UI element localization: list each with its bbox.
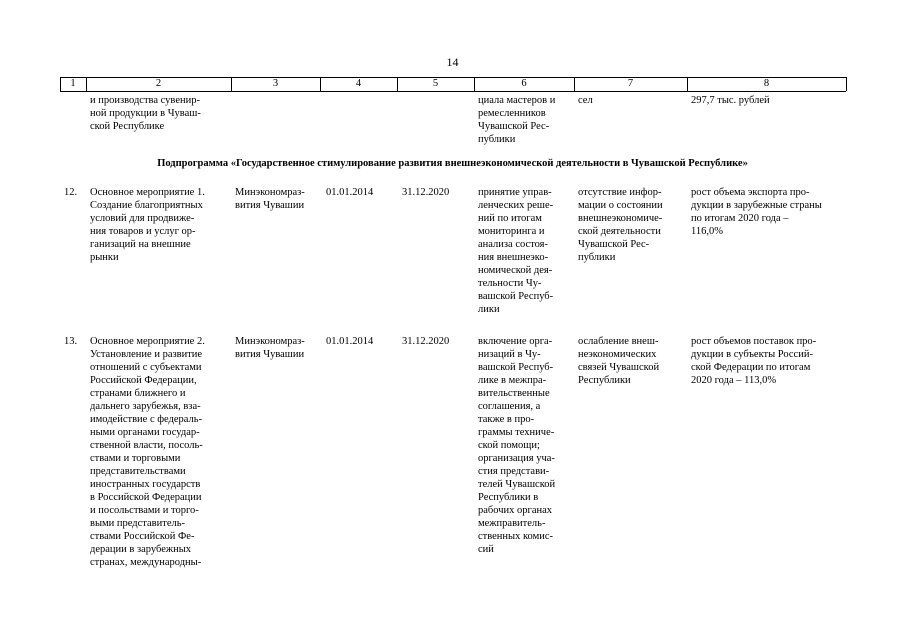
row-result: включение орга- низаций в Чу- вашской Респуб- лике в межпра- вительственные соглашения, а также в про- граммы техниче- ской помощи; организация уча- стия представи- телей Чувашской Республики в рабочих органах межправитель- ственных комис- сий: [478, 336, 556, 555]
row-result: принятие управ- ленческих реше- ний по итогам мониторинга и анализа состоя- ния внешнеэко- номической дея- тельности Чу- вашской Респуб- лики: [478, 187, 554, 315]
column-number: 5: [432, 78, 439, 89]
row-event: Основное мероприятие 1. Создание благоприятных условий для продвиже- ния товаров и услуг ор- ганизаций на внешние рынки: [90, 187, 205, 263]
subprogram-title: Подпрограмма «Государственное стимулирование развития внешнеэкономической деятельности в Чувашской Республике»: [157, 158, 748, 169]
row-start-date: 01.01.2014: [326, 187, 374, 198]
row-executor: Минэкономраз- вития Чувашии: [235, 336, 305, 360]
row-executor: Минэкономраз- вития Чувашии: [235, 187, 305, 211]
row-end-date: 31.12.2020: [402, 187, 450, 198]
row-end-date: 31.12.2020: [402, 336, 450, 347]
row-event: Основное мероприятие 2. Установление и развитие отношений с субъектами Российской Федерации, странами ближнего и дальнего зарубежья, вза- имодействие с федераль- ными органами государ- ственной власти, посоль- ствами и торговыми представительствами иностранных государств в Российской Федерации и посольствами и торго- выми представитель- ствами Российской Фе- дерации в зарубежных странах, международны-: [90, 336, 205, 568]
row-consequence: отсутствие инфор- мации о состоянии внешнеэкономиче- ской деятельности Чувашской Рес- публики: [578, 187, 663, 263]
page-number: 14: [446, 55, 459, 69]
header-bottom-border: [60, 91, 846, 92]
continuation-result: циала мастеров и ремесленников Чувашской Рес- публики: [478, 95, 556, 145]
column-number: 4: [355, 78, 362, 89]
row-indicator: рост объемов поставок про- дукции в субъекты Россий- ской Федерации по итогам 2020 года – 113,0%: [691, 336, 817, 386]
row-indicator: рост объема экспорта про- дукции в зарубежные страны по итогам 2020 года – 116,0%: [691, 187, 822, 237]
continuation-consequence: сел: [578, 95, 593, 106]
row-number: 12.: [64, 187, 78, 198]
row-start-date: 01.01.2014: [326, 336, 374, 347]
continuation-indicator: 297,7 тыс. рублей: [691, 95, 770, 106]
column-number: 1: [70, 78, 76, 89]
continuation-event: и производства сувенир- ной продукции в Чуваш- ской Республике: [90, 95, 201, 132]
row-consequence: ослабление внеш- неэкономических связей Чувашской Республики: [578, 336, 660, 386]
column-number: 2: [155, 78, 162, 89]
column-number: 7: [627, 78, 634, 89]
column-number: 3: [272, 78, 279, 89]
header-divider: [846, 77, 847, 91]
row-number: 13.: [64, 336, 78, 347]
column-number: 6: [521, 78, 527, 89]
column-number: 8: [763, 78, 770, 89]
